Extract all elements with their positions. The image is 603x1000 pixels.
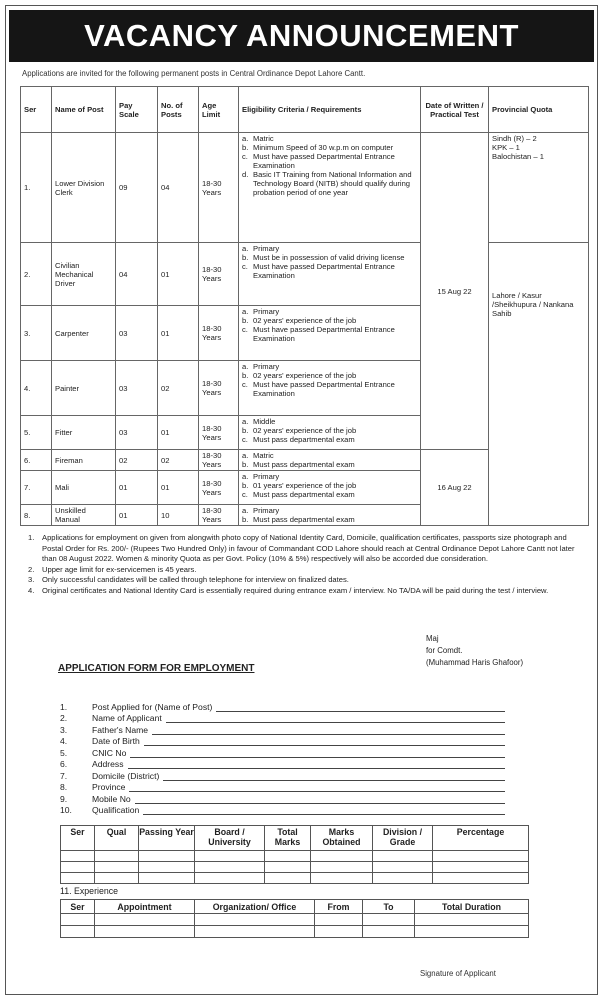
criteria-letter: c. (242, 435, 248, 444)
criteria-text: Must have passed Departmental Entrance Examination (253, 325, 395, 343)
criteria-letter: a. (242, 134, 249, 143)
exp-cell[interactable] (61, 926, 95, 938)
cell-posts: 01 (158, 416, 199, 450)
note-item (28, 533, 580, 565)
exp-header: Total Duration (415, 900, 529, 914)
cell-post: Fitter (52, 416, 116, 450)
criteria-text: 02 years' experience of the job (253, 316, 357, 325)
qual-cell[interactable] (61, 873, 95, 884)
qual-cell[interactable] (433, 862, 529, 873)
cell-pay: 01 (116, 471, 158, 505)
field-input-line[interactable] (135, 796, 505, 804)
note-number: 2. (28, 564, 35, 574)
exp-cell[interactable] (415, 926, 529, 938)
qual-cell[interactable] (311, 851, 373, 862)
quota-line: Sindh (R) – 2 (492, 134, 537, 143)
note-item (28, 575, 580, 586)
qual-cell[interactable] (265, 873, 311, 884)
form-title: APPLICATION FORM FOR EMPLOYMENT (58, 663, 255, 674)
exp-cell[interactable] (415, 914, 529, 926)
note-number: 1. (28, 533, 35, 542)
officer-rank: Maj (426, 634, 439, 643)
cell-posts: 02 (158, 450, 199, 471)
criteria-text: Must have passed Departmental Entrance Examination (253, 152, 395, 170)
criteria-letter: c. (242, 262, 248, 271)
qual-header: Passing Year (139, 826, 195, 851)
field-number: 2. (60, 713, 68, 723)
table-row (21, 133, 589, 243)
cell-pay: 03 (116, 361, 158, 416)
qual-row (61, 873, 529, 884)
criteria-list (242, 506, 417, 524)
quota-line: Balochistan – 1 (492, 152, 544, 161)
field-input-line[interactable] (130, 750, 505, 758)
test-date-2: 16 Aug 22 (421, 450, 489, 526)
field-label: Post Applied for (Name of Post) (92, 701, 213, 712)
cell-pay: 09 (116, 133, 158, 243)
cell-ser: 1. (21, 133, 52, 243)
criteria-item (242, 417, 417, 426)
field-label: Qualification (92, 805, 140, 815)
cell-post: Lower Division Clerk (52, 133, 116, 243)
field-number: 6. (60, 759, 68, 769)
cell-post: Unskilled Manual (52, 505, 116, 526)
criteria-letter: c. (242, 325, 248, 334)
qual-header: Total Marks (265, 826, 311, 851)
field-input-line[interactable] (129, 784, 505, 792)
qual-header: Marks Obtained (311, 826, 373, 851)
cell-ser: 5. (21, 416, 52, 450)
cell-pay: 01 (116, 505, 158, 526)
header-pay: Pay Scale (116, 87, 158, 133)
qual-cell[interactable] (373, 862, 433, 873)
cell-age: 18-30 Years (199, 471, 239, 505)
criteria-text: Middle (253, 417, 276, 426)
criteria-text: 02 years' experience of the job (253, 426, 357, 435)
exp-cell[interactable] (195, 914, 315, 926)
form-field (60, 781, 505, 793)
test-date-1: 15 Aug 22 (421, 133, 489, 450)
field-number: 1. (60, 701, 68, 712)
criteria-letter: a. (242, 362, 249, 371)
criteria-item (242, 472, 417, 481)
cell-criteria (239, 306, 421, 361)
criteria-item (242, 515, 417, 524)
header-quota: Provincial Quota (489, 87, 589, 133)
cell-ser: 8. (21, 505, 52, 526)
field-label: Domicile (District) (92, 770, 160, 781)
experience-table (60, 899, 529, 938)
field-label: CNIC No (92, 747, 127, 758)
note-item (28, 586, 580, 597)
experience-label: 11. Experience (60, 886, 119, 896)
cell-ser: 6. (21, 450, 52, 471)
criteria-text: Must pass departmental exam (253, 460, 355, 469)
form-field (60, 700, 505, 712)
table-row (21, 243, 589, 306)
cell-criteria (239, 471, 421, 505)
cell-age: 18-30 Years (199, 450, 239, 471)
qual-cell[interactable] (265, 851, 311, 862)
field-number: 7. (60, 770, 68, 781)
criteria-letter: a. (242, 472, 249, 481)
criteria-text: Must be in possession of valid driving license (253, 253, 405, 262)
qual-cell[interactable] (195, 873, 265, 884)
exp-cell[interactable] (363, 914, 415, 926)
form-fields (60, 700, 505, 815)
criteria-list (242, 362, 417, 398)
header-criteria: Eligibility Criteria / Requirements (239, 87, 421, 133)
criteria-item (242, 380, 417, 398)
criteria-letter: b. (242, 143, 249, 152)
cell-pay: 02 (116, 450, 158, 471)
criteria-item (242, 451, 417, 460)
criteria-item (242, 244, 417, 253)
field-input-line[interactable] (163, 773, 505, 781)
field-number: 8. (60, 782, 68, 792)
form-field (60, 769, 505, 781)
field-number: 9. (60, 793, 68, 804)
criteria-letter: d. (242, 170, 249, 179)
criteria-text: Primary (253, 307, 280, 316)
cell-posts: 02 (158, 361, 199, 416)
cell-age: 18-30 Years (199, 306, 239, 361)
criteria-letter: b. (242, 253, 249, 262)
exp-cell[interactable] (363, 926, 415, 938)
exp-header: Ser (61, 900, 95, 914)
criteria-text: Matric (253, 451, 274, 460)
field-input-line[interactable] (166, 715, 505, 723)
criteria-text: Must pass departmental exam (253, 490, 355, 499)
criteria-item (242, 426, 417, 435)
cell-age: 18-30 Years (199, 243, 239, 306)
exp-cell[interactable] (95, 926, 195, 938)
note-text: Upper age limit for ex-servicemen is 45 years. (42, 564, 197, 574)
qual-header: Qual (95, 826, 139, 851)
criteria-letter: b. (242, 515, 249, 524)
exp-row (61, 926, 529, 938)
qual-cell[interactable] (61, 862, 95, 873)
qual-cell[interactable] (95, 873, 139, 884)
criteria-letter: b. (242, 481, 249, 490)
vacancy-header-row (21, 87, 589, 133)
cell-posts: 01 (158, 471, 199, 505)
cell-ser: 4. (21, 361, 52, 416)
qual-cell[interactable] (61, 851, 95, 862)
criteria-list (242, 244, 417, 280)
criteria-item (242, 316, 417, 325)
criteria-item (242, 490, 417, 499)
qual-header: Board / University (195, 826, 265, 851)
field-label: Date of Birth (92, 736, 140, 746)
qual-cell[interactable] (139, 873, 195, 884)
cell-pay: 03 (116, 416, 158, 450)
criteria-item (242, 435, 417, 444)
field-input-line[interactable] (143, 807, 505, 815)
criteria-letter: c. (242, 380, 248, 389)
cell-ser: 2. (21, 243, 52, 306)
criteria-text: Primary (253, 472, 280, 481)
qual-cell[interactable] (139, 862, 195, 873)
exp-cell[interactable] (61, 914, 95, 926)
criteria-list (242, 307, 417, 343)
note-number: 3. (28, 575, 35, 584)
field-label: Name of Applicant (92, 713, 162, 723)
criteria-text: 01 years' experience of the job (253, 481, 357, 490)
qual-cell[interactable] (95, 851, 139, 862)
cell-age: 18-30 Years (199, 505, 239, 526)
cell-age: 18-30 Years (199, 361, 239, 416)
criteria-letter: b. (242, 460, 249, 469)
exp-header: To (363, 900, 415, 914)
criteria-item (242, 460, 417, 469)
criteria-item (242, 143, 417, 152)
criteria-item (242, 253, 417, 262)
cell-ser: 3. (21, 306, 52, 361)
field-label: Mobile No (92, 793, 131, 804)
field-number: 4. (60, 736, 68, 746)
field-number: 3. (60, 724, 68, 735)
note-item (28, 565, 580, 576)
quota-2: Lahore / Kasur /Sheikhupura / Nankana Sahib (489, 243, 589, 526)
note-text: Applications for employment on given from alongwith photo copy of National Identity Card, Domicile, qualification certificates, passports size photograph and Postal Order for Rs. 200/- (Rupees Two Hundred Only) in favour of Commandant COD Lahore should reach at Central Ordinance Depot Lahore Cantt not later than 08 August 2022. Women & minority Quota as per Govt. Policy (10% & 5%) respectively will also be accorded due consideration. (42, 533, 575, 563)
criteria-letter: a. (242, 451, 249, 460)
qual-cell[interactable] (195, 851, 265, 862)
cell-pay: 03 (116, 306, 158, 361)
criteria-item (242, 134, 417, 143)
qual-header: Ser (61, 826, 95, 851)
exp-row (61, 914, 529, 926)
qual-cell[interactable] (265, 862, 311, 873)
qualification-table (60, 825, 529, 884)
cell-ser: 7. (21, 471, 52, 505)
note-text: Only successful candidates will be called through telephone for interview on finalized dates. (42, 575, 349, 584)
criteria-item (242, 362, 417, 371)
cell-age: 18-30 Years (199, 133, 239, 243)
form-field (60, 804, 505, 816)
cell-criteria (239, 361, 421, 416)
criteria-list (242, 134, 417, 197)
field-input-line[interactable] (144, 738, 505, 746)
exp-cell[interactable] (315, 914, 363, 926)
page-title: VACANCY ANNOUNCEMENT (9, 10, 594, 62)
header-age: Age Limit (199, 87, 239, 133)
cell-age: 18-30 Years (199, 416, 239, 450)
criteria-letter: c. (242, 152, 248, 161)
field-label: Father's Name (92, 724, 149, 735)
cell-criteria (239, 416, 421, 450)
vacancy-table (20, 86, 589, 526)
field-input-line[interactable] (216, 704, 505, 712)
criteria-letter: a. (242, 506, 249, 515)
qual-cell[interactable] (311, 873, 373, 884)
field-input-line[interactable] (152, 727, 505, 735)
criteria-item (242, 152, 417, 170)
form-field (60, 712, 505, 724)
qual-row (61, 862, 529, 873)
cell-post: Carpenter (52, 306, 116, 361)
criteria-item (242, 325, 417, 343)
exp-header: Organization/ Office (195, 900, 315, 914)
qual-header: Percentage (433, 826, 529, 851)
criteria-letter: a. (242, 417, 249, 426)
criteria-list (242, 417, 417, 444)
qual-cell[interactable] (311, 862, 373, 873)
qual-cell[interactable] (95, 862, 139, 873)
criteria-text: Matric (253, 134, 274, 143)
criteria-letter: b. (242, 426, 249, 435)
exp-header: From (315, 900, 363, 914)
exp-cell[interactable] (315, 926, 363, 938)
cell-posts: 01 (158, 243, 199, 306)
criteria-text: 02 years' experience of the job (253, 371, 357, 380)
note-text: Original certificates and National Identity Card is essentially required during entrance exam / interview. No TA/DA will be paid during the test / interview. (42, 585, 549, 595)
cell-criteria (239, 505, 421, 526)
cell-posts: 04 (158, 133, 199, 243)
qual-cell[interactable] (195, 862, 265, 873)
officer-signature (426, 633, 523, 669)
criteria-item (242, 371, 417, 380)
qual-cell[interactable] (433, 851, 529, 862)
officer-for: for Comdt. (426, 646, 463, 655)
officer-name: (Muhammad Haris Ghafoor) (426, 658, 524, 667)
qual-cell[interactable] (373, 851, 433, 862)
criteria-text: Primary (253, 506, 280, 515)
note-number: 4. (28, 585, 35, 595)
criteria-list (242, 472, 417, 499)
header-posts: No. of Posts (158, 87, 199, 133)
quota-line: KPK – 1 (492, 143, 520, 152)
field-label: Province (92, 782, 126, 792)
form-field (60, 735, 505, 747)
criteria-letter: b. (242, 371, 249, 380)
intro-text: Applications are invited for the following permanent posts in Central Ordinance Depot Lahore Cantt. (22, 69, 366, 78)
cell-pay: 04 (116, 243, 158, 306)
qual-header: Division / Grade (373, 826, 433, 851)
criteria-text: Basic IT Training from National Information and Technology Board (NITB) should qualify during probation period of one year (253, 170, 412, 197)
field-number: 5. (60, 747, 68, 758)
criteria-item (242, 262, 417, 280)
criteria-letter: a. (242, 244, 249, 253)
criteria-item (242, 481, 417, 490)
criteria-text: Must have passed Departmental Entrance Examination (253, 262, 395, 280)
criteria-text: Minimum Speed of 30 w.p.m on computer (253, 143, 394, 152)
notes-list (28, 533, 580, 596)
criteria-item (242, 506, 417, 515)
header-ser: Ser (21, 87, 52, 133)
exp-header: Appointment (95, 900, 195, 914)
field-number: 10. (60, 805, 72, 815)
exp-cell[interactable] (195, 926, 315, 938)
cell-post: Civilian Mechanical Driver (52, 243, 116, 306)
criteria-item (242, 170, 417, 197)
cell-post: Mali (52, 471, 116, 505)
cell-post: Painter (52, 361, 116, 416)
form-field (60, 723, 505, 735)
cell-criteria (239, 243, 421, 306)
form-field (60, 792, 505, 804)
field-input-line[interactable] (128, 761, 505, 769)
exp-cell[interactable] (95, 914, 195, 926)
criteria-letter: c. (242, 490, 248, 499)
criteria-letter: a. (242, 307, 249, 316)
criteria-text: Must have passed Departmental Entrance Examination (253, 380, 395, 398)
applicant-signature-label: Signature of Applicant (420, 969, 496, 978)
header-post: Name of Post (52, 87, 116, 133)
criteria-text: Must pass departmental exam (253, 435, 355, 444)
criteria-letter: b. (242, 316, 249, 325)
criteria-text: Primary (253, 362, 280, 371)
field-label: Address (92, 759, 124, 769)
cell-post: Fireman (52, 450, 116, 471)
header-date: Date of Written / Practical Test (421, 87, 489, 133)
form-field (60, 758, 505, 770)
cell-criteria (239, 133, 421, 243)
cell-criteria (239, 450, 421, 471)
qual-cell[interactable] (373, 873, 433, 884)
qual-cell[interactable] (139, 851, 195, 862)
qual-cell[interactable] (433, 873, 529, 884)
form-field (60, 746, 505, 758)
criteria-text: Primary (253, 244, 280, 253)
qual-row (61, 851, 529, 862)
cell-posts: 01 (158, 306, 199, 361)
criteria-item (242, 307, 417, 316)
criteria-list (242, 451, 417, 469)
quota-1 (489, 133, 589, 243)
criteria-text: Must pass departmental exam (253, 515, 355, 524)
cell-posts: 10 (158, 505, 199, 526)
